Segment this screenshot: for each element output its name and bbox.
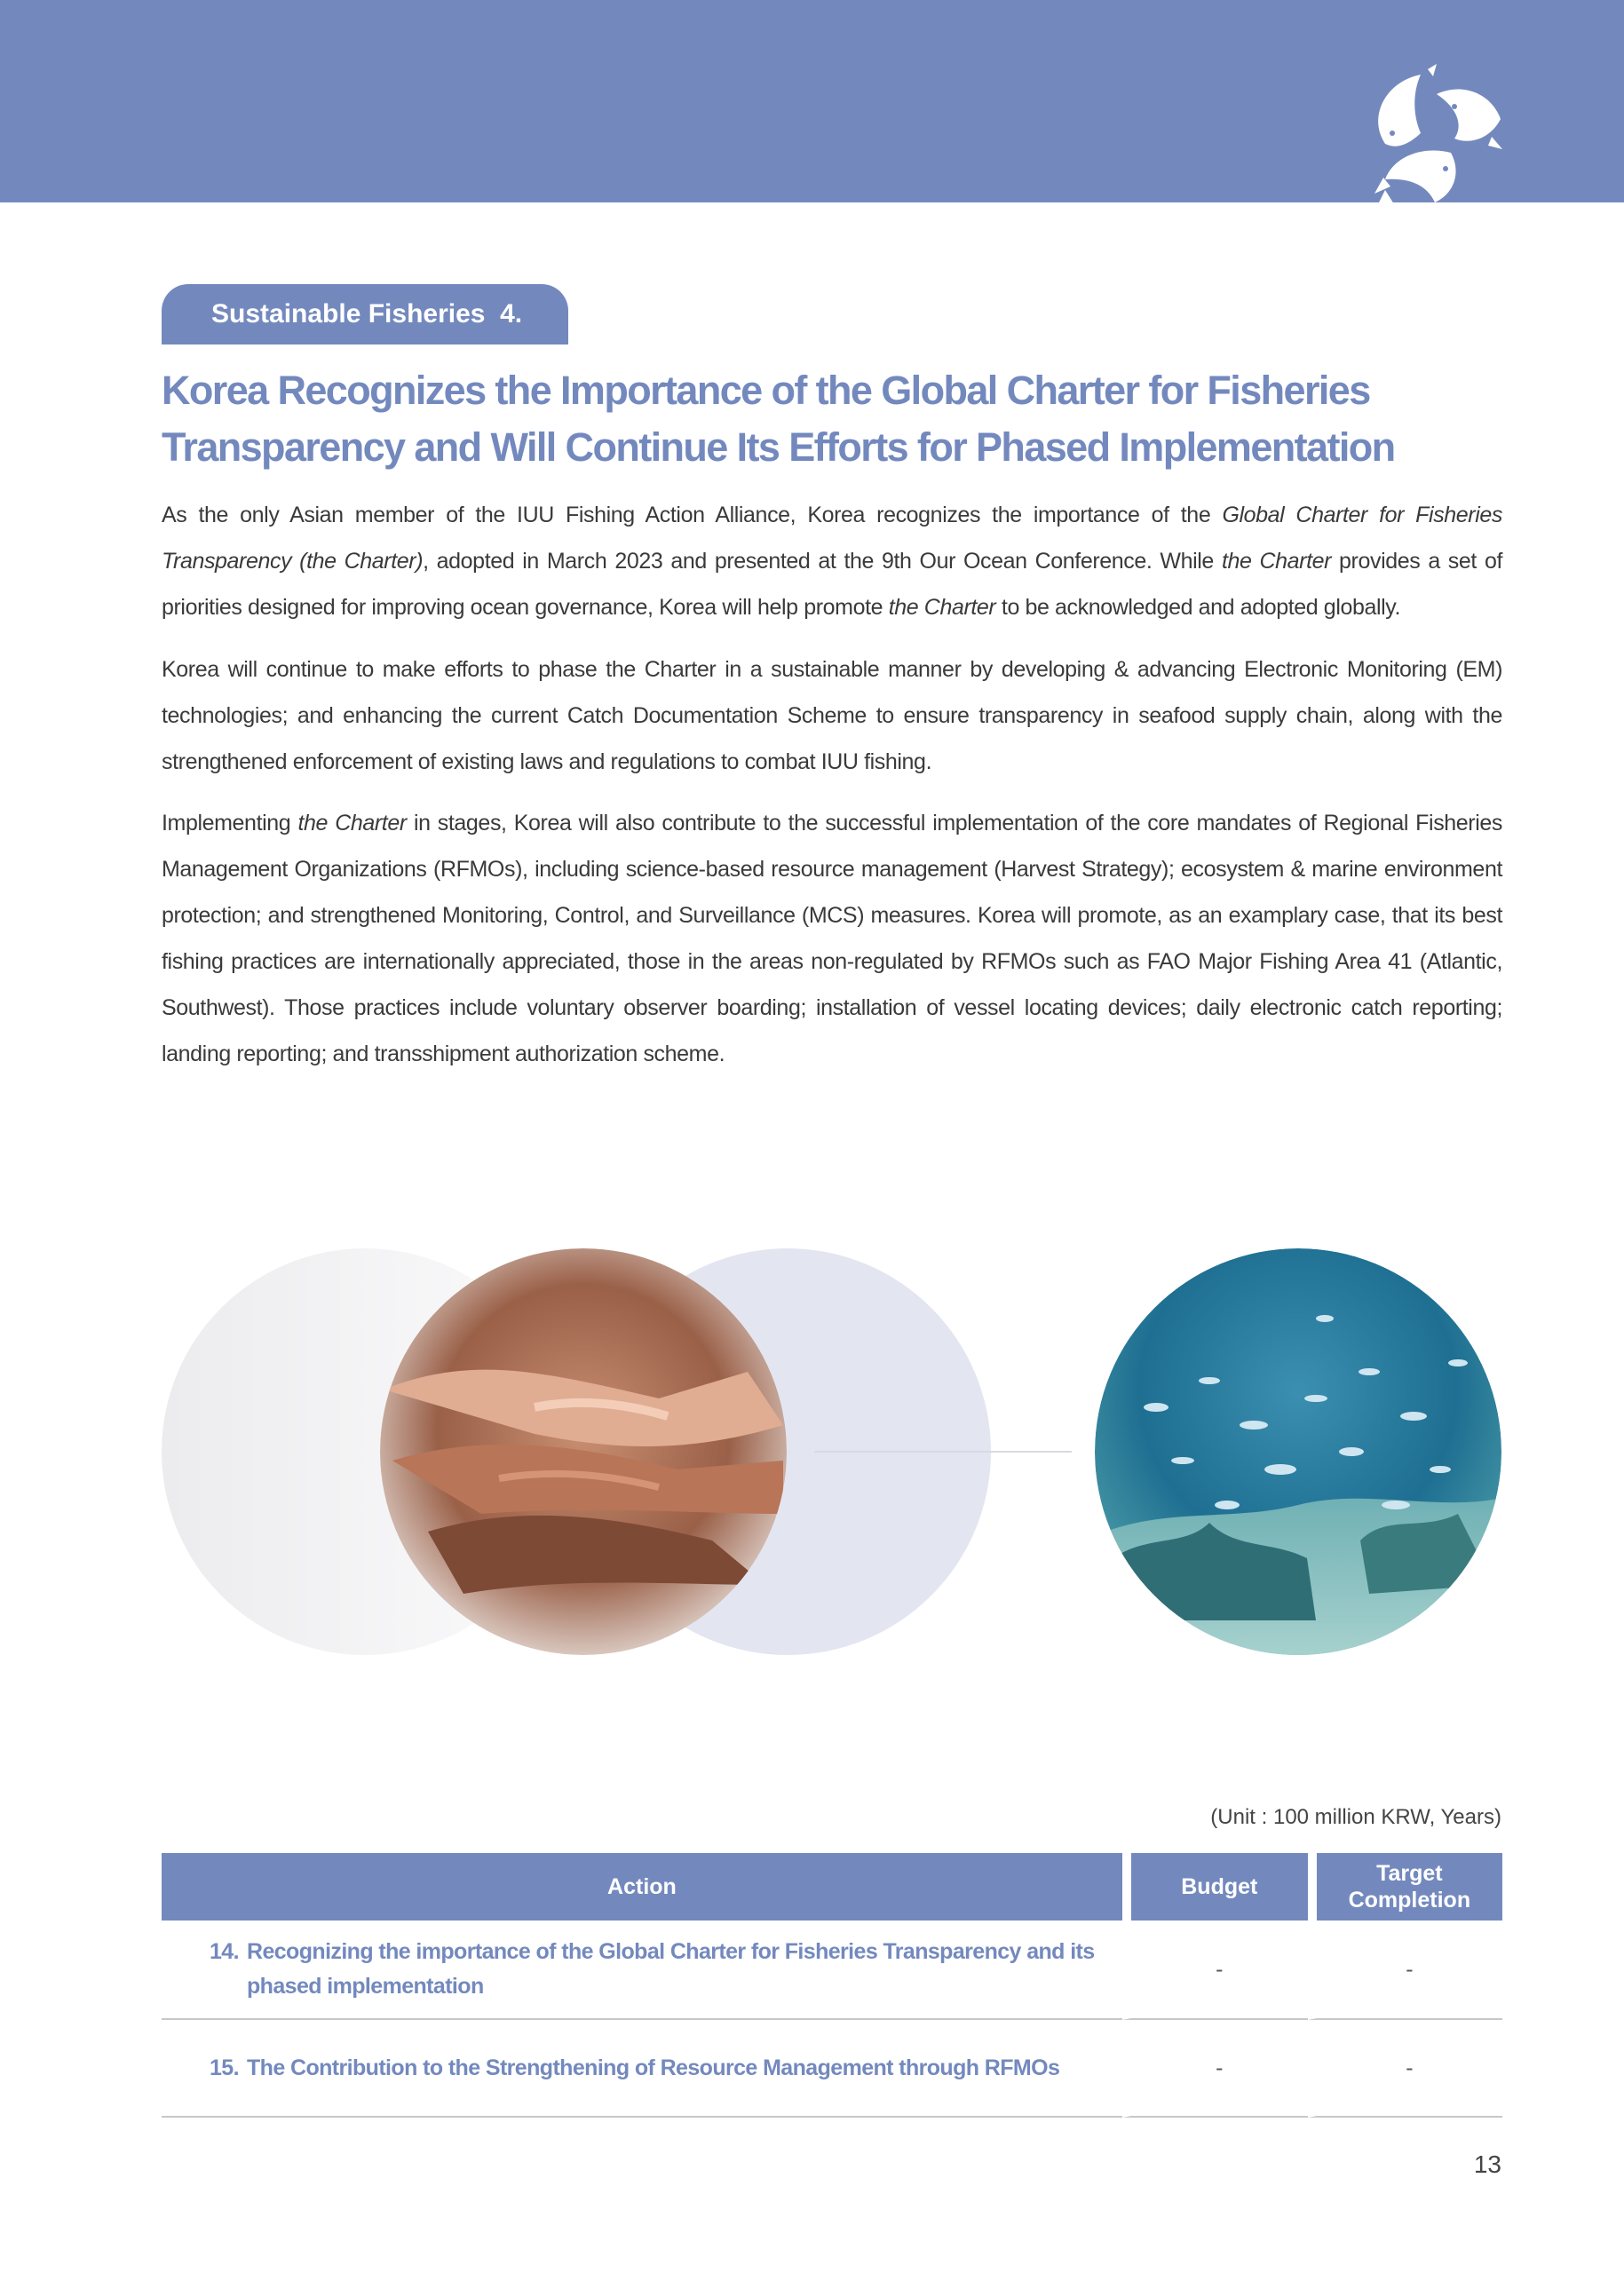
row-action-cell: [162, 1921, 1122, 2020]
p1-italic-1: Global Charter for Fisheries Transparency (the Charter): [162, 503, 1502, 574]
header-action: Action: [162, 1853, 1122, 1921]
page-title: [162, 362, 1511, 476]
p1-text-1: As the only Asian member of the IUU Fishing Action Alliance, Korea recognizes the importance of the: [162, 503, 1223, 527]
paragraph-rfmo-implementation: [162, 800, 1502, 1077]
row-target: -: [1308, 2020, 1502, 2118]
header-target-line-2: Completion: [1348, 1888, 1471, 1913]
paragraph-charter-intro: [162, 492, 1502, 630]
section-tab: Sustainable Fisheries 4.: [162, 284, 568, 345]
p1-text-3: provides a set of priorities designed for improving ocean governance, Korea will help promote: [162, 549, 1502, 620]
paragraph-em-efforts: Korea will continue to make efforts to phase the Charter in a sustainable manner by developing & advancing Electronic Monitoring (EM) technologies; and enhancing the current Catch Documentation Scheme to ensure transparency in seafood supply chain, along with the strengthened enforcement of existing laws and regulations to combat IUU fishing.: [162, 657, 1502, 774]
p3-text-2: in stages, Korea will also contribute to the successful implementation of the core mandates of Regional Fisheries Management Organizations (RFMOs), including science-based resource management (Harvest Strategy); ecosystem & marine environment protection; and strengthened Monitoring, Control, and Surveillance (MCS) measures. Korea will promote, as an examplary case, that its best fishing practices are internationally appreciated, those in the areas non-regulated by RFMOs such as FAO Major Fishing Area 41 (Atlantic, Southwest). Those practices include voluntary observer boarding; installation of vessel locating devices; daily electronic catch reporting; landing reporting; and transshipment authorization scheme.: [162, 811, 1502, 1066]
header-target-completion: [1308, 1853, 1502, 1921]
table-row: [162, 2020, 1502, 2118]
p1-italic-3: the Charter: [888, 595, 996, 620]
table-header-row: [162, 1853, 1502, 1921]
row-action-text: Recognizing the importance of the Global Charter for Fisheries Transparency and its phased implementation: [247, 1939, 1095, 1999]
p1-text-2: , adopted in March 2023 and presented at the 9th Our Ocean Conference. While: [423, 549, 1222, 574]
header-band: [0, 0, 1624, 202]
p1-text-4: to be acknowledged and adopted globally.: [995, 595, 1401, 620]
stacked-hands-photo: [380, 1248, 787, 1655]
row-budget: -: [1122, 1921, 1308, 2020]
row-target: -: [1308, 1921, 1502, 2020]
row-action-text: The Contribution to the Strengthening of Resource Management through RFMOs: [247, 2055, 1060, 2080]
decorative-illustration: [162, 1247, 1502, 1656]
p1-italic-2: the Charter: [1221, 549, 1332, 574]
row-number: 14.: [210, 1939, 239, 1964]
table-row: [162, 1921, 1502, 2020]
header-budget: Budget: [1122, 1853, 1308, 1921]
reef-fish-school-photo: [1085, 1248, 1502, 1656]
title-line-2: Transparency and Will Continue Its Efforts for Phased Implementation: [162, 424, 1395, 470]
header-target-line-1: Target: [1376, 1861, 1443, 1886]
table-unit-note: (Unit : 100 million KRW, Years): [1210, 1805, 1501, 1829]
row-budget: -: [1122, 2020, 1308, 2118]
page-number: 13: [1473, 2150, 1501, 2178]
title-line-1: Korea Recognizes the Importance of the Global Charter for Fisheries: [162, 368, 1370, 413]
p3-italic-1: the Charter: [297, 811, 407, 836]
p3-text-1: Implementing: [162, 811, 298, 836]
fish-circle-logo-icon: [1359, 64, 1504, 206]
row-action-cell: [162, 2020, 1122, 2118]
row-number: 15.: [210, 2055, 239, 2080]
action-table: [162, 1853, 1502, 2118]
